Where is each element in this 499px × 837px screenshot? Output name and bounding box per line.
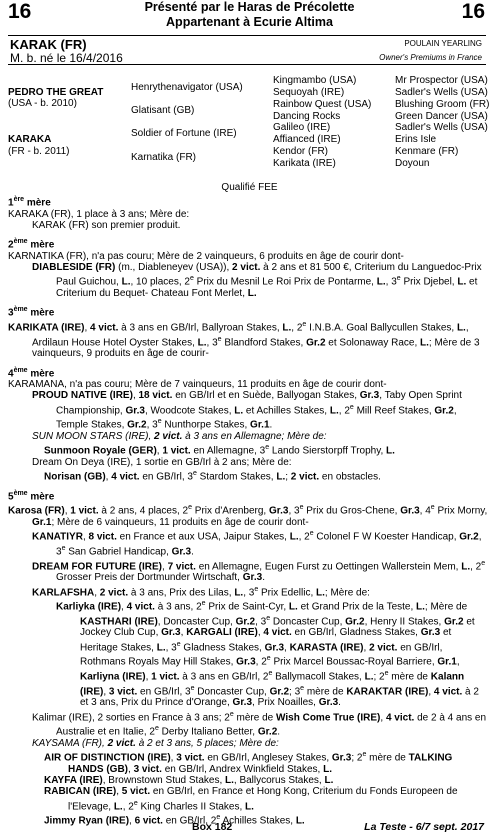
consignor-line: Présenté par le Haras de Précolette [144,0,355,14]
family-paragraph: Karliyka (IRE), 4 vict. à 3 ans, 2e Prix de Saint-Cyr, L. et Grand Prix de la Teste, L.; Mère de KASTHARI (IRE), Doncaster Cup, Gr.2, 3e Doncaster Cup, Gr.2, Henry II Stakes, Gr.2 et Jockey Club Cup, Gr.3, KARGALI (IRE), 4 vict. en GB/Irl, Gladness Stakes, Gr.3 et Heritage Stakes, L., 3e Gladness Stakes, Gr.3, KARASTA (IRE), 2 vict. en GB/Irl, Rothmans Royals May Hill Stakes, Gr.3, 2e Prix Marcel Boussac-Royal Barriere, Gr.1, Karliyna (IRE), 1 vict. à 3 ans en GB/Irl, 2e Ballymacoll Stakes, L.; 2e mère de Kalann (IRE), 3 vict. en GB/Irl, 3e Doncaster Cup, Gr.2; 3e mère de KARAKTAR (IRE), 4 vict. à 2 et 3 ans, Prix du Prince d'Orange, Gr.3, Prix Noailles, Gr.3. [56,600,479,709]
family-paragraph: DREAM FOR FUTURE (IRE), 7 vict. en Allemagne, Eugen Furst zu Oettingen Wallerstein Mem, L., 2e Grosser Preis der Dortmunder Wirtschaft, Gr.3. [32,559,486,584]
pedigree-g3: Affianced (IRE) [273,134,341,145]
dam-name: KARAKA [8,134,52,145]
section-third-dam: 3ème mère [8,306,55,319]
dam-info: (FR - b. 2011) [8,146,70,157]
sire-info: (USA - b. 2010) [8,98,77,109]
family-paragraph: AIR OF DISTINCTION (IRE), 3 vict. en GB/Irl, Anglesey Stakes, Gr.3; 2e mère de TALKING HANDS (GB), 3 vict. en GB/Irl, Andrex Winkfield Stakes, L. [44,751,453,775]
family-paragraph: KARNATIKA (FR), n'a pas couru; Mère de 2 vainqueurs, 6 produits en âge de courir dont- [8,250,404,262]
qualification: Qualifié FEE [221,182,278,193]
pedigree-g4: Kenmare (FR) [395,146,459,157]
pedigree-g4: Mr Prospector (USA) [395,75,488,86]
pedigree-g4: Sadler's Wells (USA) [395,122,488,133]
pedigree-g4: Green Dancer (USA) [395,111,488,122]
horse-title-box [8,35,486,65]
family-paragraph: KARAMANA, n'a pas couru; Mère de 7 vainqueurs, 11 produits en âge de courir dont- [8,379,387,391]
family-paragraph: RABICAN (IRE), 5 vict. en GB/Irl, en France et Hong Kong, Criterium du Fonds Europeen de l'Elevage, L., 2e King Charles II Stakes, L. [44,786,458,812]
family-paragraph: KAYFA (IRE), Brownstown Stud Stakes, L., Ballycorus Stakes, L. [44,775,334,786]
family-paragraph: KANATIYR, 8 vict. en France et aux USA, Jaipur Stakes, L., 2e Colonel F W Koester Handicap, Gr.2, 3e San Gabriel Handicap, Gr.3. [32,530,482,558]
family-paragraph: KARAKA (FR), 1 place à 3 ans; Mère de: [8,208,190,220]
family-paragraph: KAYSAMA (FR), 2 vict. à 2 et 3 ans, 5 places; Mère de: [32,737,279,749]
lot-number-right: 16 [461,0,485,23]
pedigree-g4: Sadler's Wells (USA) [395,87,488,98]
pedigree-g2: Karnatika (FR) [131,152,197,163]
lot-number-left: 16 [8,0,32,23]
family-paragraph: DIABLESIDE (FR) (m., Diableneyev (USA)), 2 vict. à 2 ans et 81 500 €, Criterium du Languedoc-Prix Paul Guichou, L., 10 places, 2e Prix du Mesnil Le Roi Prix de Pontarme, L., 3e Prix Djebel, L. et Criterium du Bequet- Chateau Font Merlet, L. [32,262,482,300]
family-paragraph: Sunmoon Royale (GER), 1 vict. en Allemagne, 3e Lando Sierstorpff Trophy, L. [44,444,395,457]
pedigree-g3: Kendor (FR) [273,146,329,157]
sire-name: PEDRO THE GREAT [8,87,104,98]
pedigree-g4: Blushing Groom (FR) [395,99,490,110]
pedigree-g4: Erins Isle [395,134,437,145]
family-paragraph: KARIKATA (IRE), 4 vict. à 3 ans en GB/Irl, Ballyroan Stakes, L., 2e I.N.B.A. Goal Ballycullen Stakes, L., Ardilaun House Hotel Oyster Stakes, L., 3e Blandford Stakes, Gr.2 et Solonaway Race, L.; Mère de 3 vainqueurs, 9 produits en âge de courir- [8,320,480,360]
pedigree-g3: Sequoyah (IRE) [273,87,345,98]
family-paragraph: KARLAFSHA, 2 vict. à 3 ans, Prix des Lilas, L., 3e Prix Edellic, L.; Mère de: [32,585,370,598]
family-paragraph: PROUD NATIVE (IRE), 18 vict. en GB/Irl et en Suède, Ballyogan Stakes, Gr.3, Taby Open Sprint Championship, Gr.3, Woodcote Stakes, L. et Achilles Stakes, L., 2e Mill Reef Stakes, Gr.2, Temple Stakes, Gr.2, 3e Nunthorpe Stakes, Gr.1. [32,390,462,431]
pedigree-g3: Karikata (IRE) [273,158,336,169]
section-fifth-dam: 5ème mère [8,489,55,503]
section-fourth-dam: 4ème mère [8,366,55,379]
family-paragraph: Norisan (GB), 4 vict. en GB/Irl, 3e Stardom Stakes, L.; 2 vict. en obstacles. [44,470,381,483]
section-second-dam: 2ème mère [8,238,55,251]
family-notes [8,194,490,827]
pedigree-g2: Glatisant (GB) [131,105,195,116]
family-paragraph: Karosa (FR), 1 vict. à 2 ans, 4 places, 2e Prix d'Arenberg, Gr.3, 3e Prix du Gros-Chene, Gr.3, 4e Prix Morny, Gr.1; Mère de 6 vainqueurs, 11 produits en âge de courir dont- [8,504,488,529]
pedigree-g3: Galileo (IRE) [273,122,331,133]
box-number: Box 182 [192,821,233,833]
owner-line: Appartenant à Ecurie Altima [166,14,333,29]
pedigree-g4: Doyoun [395,158,430,169]
sale-type: POULAIN YEARLING [404,39,482,48]
family-paragraph: SUN MOON STARS (IRE), 2 vict. à 3 ans en Allemagne; Mère de: [32,431,327,442]
family-paragraph: Kalimar (IRE), 2 sorties en France à 3 ans; 2e mère de Wish Come True (IRE), 4 vict. de 2 à 4 ans en Australie et en Italie, 2e Derby Italiano Better, Gr.2. [32,710,487,738]
family-paragraph: Jimmy Ryan (IRE), 6 vict. en GB/Irl, 2e Achilles Stakes, L. [44,814,305,827]
owner-premiums: Owner's Premiums in France [379,53,482,62]
horse-birth: M. b. né le 16/4/2016 [10,51,123,65]
sale-name: La Teste - 6/7 sept. 2017 [364,821,484,833]
pedigree-g2: Henrythenavigator (USA) [131,82,243,93]
section-first-dam: 1ère mère [8,196,51,209]
pedigree-g3: Rainbow Quest (USA) [273,99,372,110]
pedigree-g3: Kingmambo (USA) [273,75,357,86]
consignor-header [0,0,499,29]
horse-name: KARAK (FR) [10,37,87,52]
family-paragraph: Dream On Deya (IRE), 1 sortie en GB/Irl à 2 ans; Mère de: [32,456,292,468]
family-paragraph: KARAK (FR) son premier produit. [32,219,181,231]
pedigree-g2: Soldier of Fortune (IRE) [131,128,237,139]
pedigree-g3: Dancing Rocks [273,111,341,122]
